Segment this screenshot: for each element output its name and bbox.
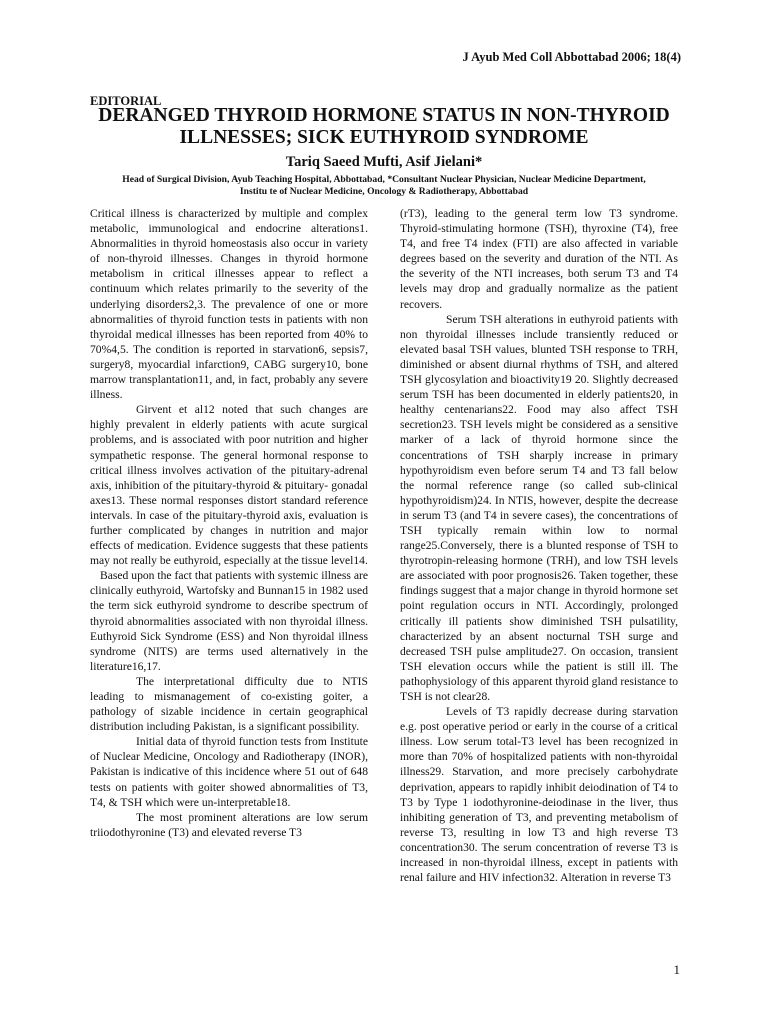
affiliation-line-2: Institu te of Nuclear Medicine, Oncology & Radiotherapy, Abbottabad [239, 186, 529, 197]
page-number: 1 [673, 962, 680, 977]
article-title [90, 105, 678, 149]
body-paragraph: Levels of T3 rapidly decrease during starvation e.g. post operative period or early in the course of a critical illness. Low serum total-T3 level has been recognized in more than 70% of hospitalized patients with non-thyroidal illness29. Starvation, and more precisely carbohydrate deprivation, appears to rapidly inhibit deiodination of T4 to T3 by Type 1 iodothyronine-deiodinase in the liver, thus inhibiting generation of T3, and preventing metabolism of reverse T3, resulting in low T3 and high reverse T3 concentration30. The serum concentration of reverse T3 is increased in non-thyroidal illness, except in patients with renal failure and HIV infection32. Alteration in reverse T3 [400, 705, 678, 885]
title-line-1: DERANGED THYROID HORMONE STATUS IN NON-THYROID [98, 105, 670, 126]
body-paragraph: The most prominent alterations are low serum triiodothyronine (T3) and elevated reverse T3 [90, 810, 368, 839]
body-paragraph: The interpretational difficulty due to NTIS leading to mismanagement of co-existing goiter, a pathology of sizable incidence in certain geographical distribution including Pakistan, is a significant possibility. [90, 674, 368, 734]
body-paragraph: Critical illness is characterized by multiple and complex metabolic, immunological and endocrine alterations1. Abnormalities in thyroid homeostasis also occur in variety of non-thyroid illnesses. Changes in thyroid hormone metabolism in critical illnesses appear to reflect a continuum which relates primarily to the severity of the underlying disorders2,3. The prevalence of one or more abnormalities of thyroid function tests in patients with non thyroidal medical illnesses has been reported from 40% to 70%4,5. The condition is reported in starvation6, sepsis7, surgery8, myocardial infarction9, CABG surgery10, bone marrow transplantation11, and, in fact, probably any severe illness. [90, 207, 368, 402]
journal-reference: J Ayub Med Coll Abbottabad 2006; 18(4) [462, 50, 681, 64]
body-paragraph: Girvent et al12 noted that such changes are highly prevalent in elderly patients with acute surgical problems, and is associated with poor nutrition and higher sympathetic response. The general hormonal response to critical illness involves activation of the pituitary-adrenal axis, inhibition of the pituitary-thyroid & pituitary- gonadal axes13. These normal responses distort standard reference intervals. In case of the pituitary-thyroid axis, evaluation is further complicated by changes in nutrition and major effects of medication. Evidence suggests that these patients may not really be euthyroid, especially at the tissue level14. [90, 403, 368, 568]
body-paragraph: Serum TSH alterations in euthyroid patients with non thyroidal illnesses include transiently reduced or elevated basal TSH values, blunted TSH response to TRH, diminished or absent diurnal rhythms of TSH, and altered TSH glycosylation and bioactivity19 20. Slightly decreased serum TSH has been documented in elderly patients20, in healthy centenarians22. Food may also affect TSH secretion23. TSH levels might be considered as a sensitive marker of a lack of thyroid hormone since the concentrations of TSH sharply increase in primary hypothyroidism even before serum T4 and T3 fall below the normal reference range (so called sub-clinical hypothyroidism)24. In NTIS, however, despite the decrease in serum T3 (and T4 in severe cases), the concentrations of TSH typically remain within low to normal range25.Conversely, there is a blunted response of TSH to thyrotropin-releasing hormone (TRH), and low TSH levels are associated with poor prognosis26. Taken together, these findings suggest that a major change in thyroid hormone set point regulation occurs in NTI. Accordingly, prolonged critically ill patients show diminished TSH pulsatility, characterized by an absent nocturnal TSH surge and decreased TSH pulse amplitude27. On occasion, transient TSH elevation occurs while the patient is still ill. The pathophysiology of this apparent thyroid gland resistance to TSH is not clear28. [400, 312, 678, 703]
author-list: Tariq Saeed Mufti, Asif Jielani* [285, 154, 483, 170]
section-label: EDITORIAL [90, 94, 162, 108]
body-paragraph: Based upon the fact that patients with systemic illness are clinically euthyroid, Wartofsky and Bunnan15 in 1982 used the term sick euthyroid syndrome to describe spectrum of thyroid abnormalities associated with non thyroidal illness. Euthyroid Sick Syndrome (ESS) and Non thyroidal illness syndrome (NITS) are terms used alternatively in the literature16,17. [90, 569, 368, 673]
left-text-column [90, 206, 368, 840]
affiliation-line-1: Head of Surgical Division, Ayub Teaching Hospital, Abbottabad, *Consultant Nuclear Physician, Nuclear Medicine Department, [122, 174, 646, 185]
author-affiliation [90, 174, 678, 198]
body-paragraph: (rT3), leading to the general term low T3 syndrome. Thyroid-stimulating hormone (TSH), thyroxine (T4), free T4, and free T4 index (FTI) are also affected in variable degrees based on the severity and duration of the NTI. As the severity of the NTI increases, both serum T3 and T4 levels may drop and gradually normalize as the patient recovers. [400, 207, 678, 311]
title-line-2: ILLNESSES; SICK EUTHYROID SYNDROME [179, 127, 589, 148]
right-text-column [400, 206, 678, 885]
body-paragraph: Initial data of thyroid function tests from Institute of Nuclear Medicine, Oncology and Radiotherapy (INOR), Pakistan is indicative of this incidence where 51 out of 648 tests on patients with goiter showed abnormalities of T3, T4, & TSH which were un-interpretable18. [90, 735, 368, 809]
